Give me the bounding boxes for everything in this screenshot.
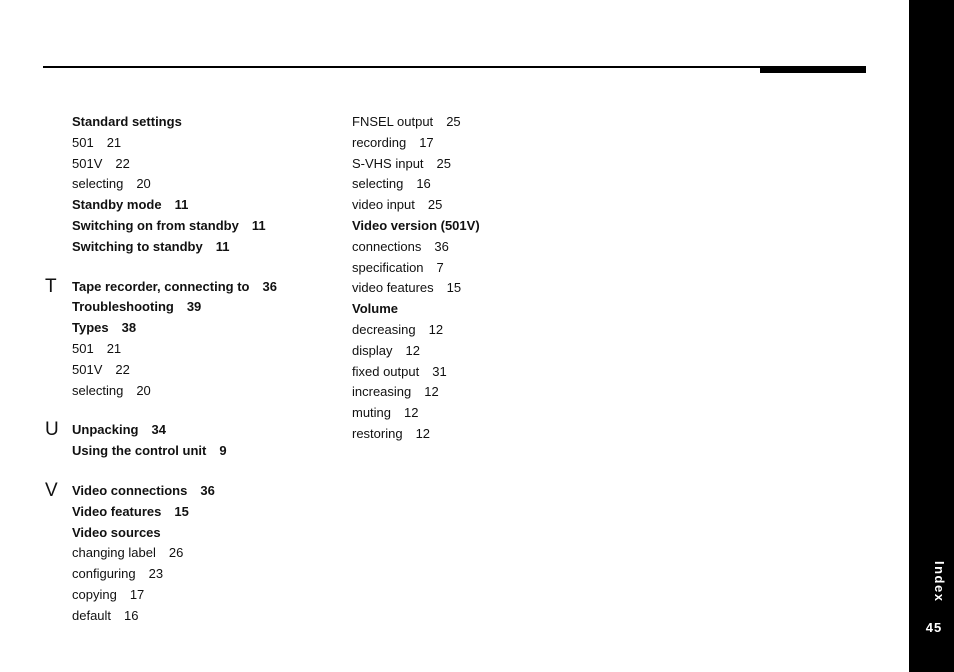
page-reference: 17: [419, 134, 434, 150]
entry-text: Using the control unit: [72, 443, 207, 459]
index-heading: [352, 299, 612, 320]
page-reference: 16: [124, 607, 139, 623]
page-reference: 9: [219, 443, 227, 459]
index-subentry: [72, 360, 342, 381]
entry-text: video input: [352, 197, 415, 213]
top-rule-accent-bar: [760, 66, 866, 73]
page-reference: 31: [432, 363, 447, 379]
section-letter: T: [45, 275, 57, 297]
index-subentry: [72, 174, 342, 195]
entry-text: Standard settings: [72, 114, 182, 129]
index-subentry: [72, 606, 342, 627]
index-subentry: [352, 362, 612, 383]
entry-text: configuring: [72, 566, 136, 582]
entry-text: specification: [352, 259, 424, 275]
page-reference: 39: [186, 299, 202, 315]
page-reference: 21: [106, 134, 122, 150]
section-letter: U: [45, 419, 59, 441]
entry-text: selecting: [72, 176, 124, 192]
page-reference: 11: [251, 217, 266, 233]
section-label: Index: [932, 561, 947, 603]
entry-text: Unpacking: [72, 422, 139, 438]
index-subentry: [352, 195, 612, 216]
index-heading: [72, 216, 342, 237]
entry-text: Video sources: [72, 524, 161, 540]
entry-text: Types: [72, 320, 109, 336]
entry-text: copying: [72, 586, 117, 602]
entry-text: recording: [352, 134, 407, 150]
index-heading: [45, 479, 342, 502]
page-reference: 36: [434, 238, 449, 254]
page-reference: 15: [174, 503, 189, 519]
index-subentry: [72, 133, 342, 154]
index-subentry: [352, 320, 612, 341]
index-heading: [72, 441, 342, 462]
page-reference: 25: [446, 114, 461, 129]
entry-text: Troubleshooting: [72, 299, 174, 315]
index-subentry: [352, 258, 612, 279]
index-subentry: [352, 278, 612, 299]
page-reference: 36: [200, 482, 215, 498]
page-reference: 12: [415, 425, 431, 441]
index-heading: [72, 112, 342, 133]
section-letter: V: [45, 479, 58, 501]
index-heading: [45, 419, 342, 441]
index-subentry: [72, 339, 342, 360]
entry-text: Tape recorder, connecting to: [72, 278, 250, 294]
page-reference: 12: [428, 321, 444, 337]
index-heading: [72, 297, 342, 318]
page-number: 45: [925, 620, 943, 635]
page-reference: 22: [115, 155, 130, 171]
page-reference: 17: [129, 586, 145, 602]
index-group: [72, 112, 342, 258]
index-heading: [72, 237, 342, 258]
page-reference: 26: [168, 545, 184, 561]
index-heading: [45, 275, 342, 298]
entry-text: increasing: [352, 384, 412, 400]
entry-text: display: [352, 342, 393, 358]
index-group: [352, 112, 612, 445]
page-reference: 25: [436, 155, 452, 171]
index-subentry: [352, 424, 612, 445]
index-subentry: [72, 154, 342, 175]
entry-text: FNSEL output: [352, 114, 434, 129]
index-column-right: [352, 112, 612, 445]
entry-text: connections: [352, 238, 422, 254]
entry-text: default: [72, 607, 112, 623]
entry-text: Volume: [352, 301, 398, 317]
page-reference: 12: [424, 384, 439, 400]
index-group: [45, 419, 342, 462]
page-reference: 34: [151, 422, 166, 438]
page-reference: 21: [106, 340, 122, 356]
entry-text: Standby mode: [72, 197, 162, 213]
index-subentry: [352, 154, 612, 175]
entry-text: 501: [72, 134, 94, 150]
page-reference: 11: [174, 197, 189, 213]
entry-text: 501V: [72, 361, 103, 377]
page-reference: 25: [427, 197, 443, 213]
page-reference: 12: [405, 342, 420, 358]
entry-text: Video features: [72, 503, 162, 519]
index-column-left: [45, 112, 342, 627]
entry-text: 501V: [72, 155, 103, 171]
index-group: [45, 275, 342, 402]
page-reference: 22: [115, 361, 130, 377]
entry-text: Video connections: [72, 482, 188, 498]
page-reference: 12: [404, 405, 419, 421]
index-subentry: [352, 174, 612, 195]
page-reference: 23: [148, 566, 164, 582]
page-reference: 15: [446, 280, 462, 296]
index-subentry: [352, 133, 612, 154]
page-reference: 36: [262, 278, 277, 294]
index-heading: [72, 523, 342, 544]
index-heading: [352, 216, 612, 237]
page-reference: 38: [121, 320, 137, 336]
page-reference: 16: [416, 176, 431, 192]
entry-text: fixed output: [352, 363, 420, 379]
entry-text: S-VHS input: [352, 155, 424, 171]
page-reference: 11: [215, 238, 230, 254]
page-reference: 7: [436, 259, 444, 275]
entry-text: Switching on from standby: [72, 217, 239, 233]
index-subentry: [352, 112, 612, 133]
index-subentry: [352, 382, 612, 403]
top-rule: [43, 66, 866, 68]
entry-text: selecting: [352, 176, 404, 192]
entry-text: changing label: [72, 545, 156, 561]
index-heading: [72, 318, 342, 339]
index-subentry: [352, 341, 612, 362]
index-subentry: [72, 381, 342, 402]
entry-text: Video version (501V): [352, 217, 480, 233]
entry-text: restoring: [352, 425, 403, 441]
index-heading: [72, 502, 342, 523]
index-subentry: [72, 543, 342, 564]
entry-text: video features: [352, 280, 434, 296]
index-group: [45, 479, 342, 627]
entry-text: muting: [352, 405, 392, 421]
entry-text: decreasing: [352, 321, 416, 337]
page-reference: 20: [136, 382, 151, 398]
index-subentry: [352, 403, 612, 424]
entry-text: 501: [72, 340, 94, 356]
index-heading: [72, 195, 342, 216]
page-reference: 20: [136, 176, 151, 192]
entry-text: Switching to standby: [72, 238, 203, 254]
index-subentry: [72, 585, 342, 606]
index-subentry: [352, 237, 612, 258]
index-subentry: [72, 564, 342, 585]
entry-text: selecting: [72, 382, 124, 398]
